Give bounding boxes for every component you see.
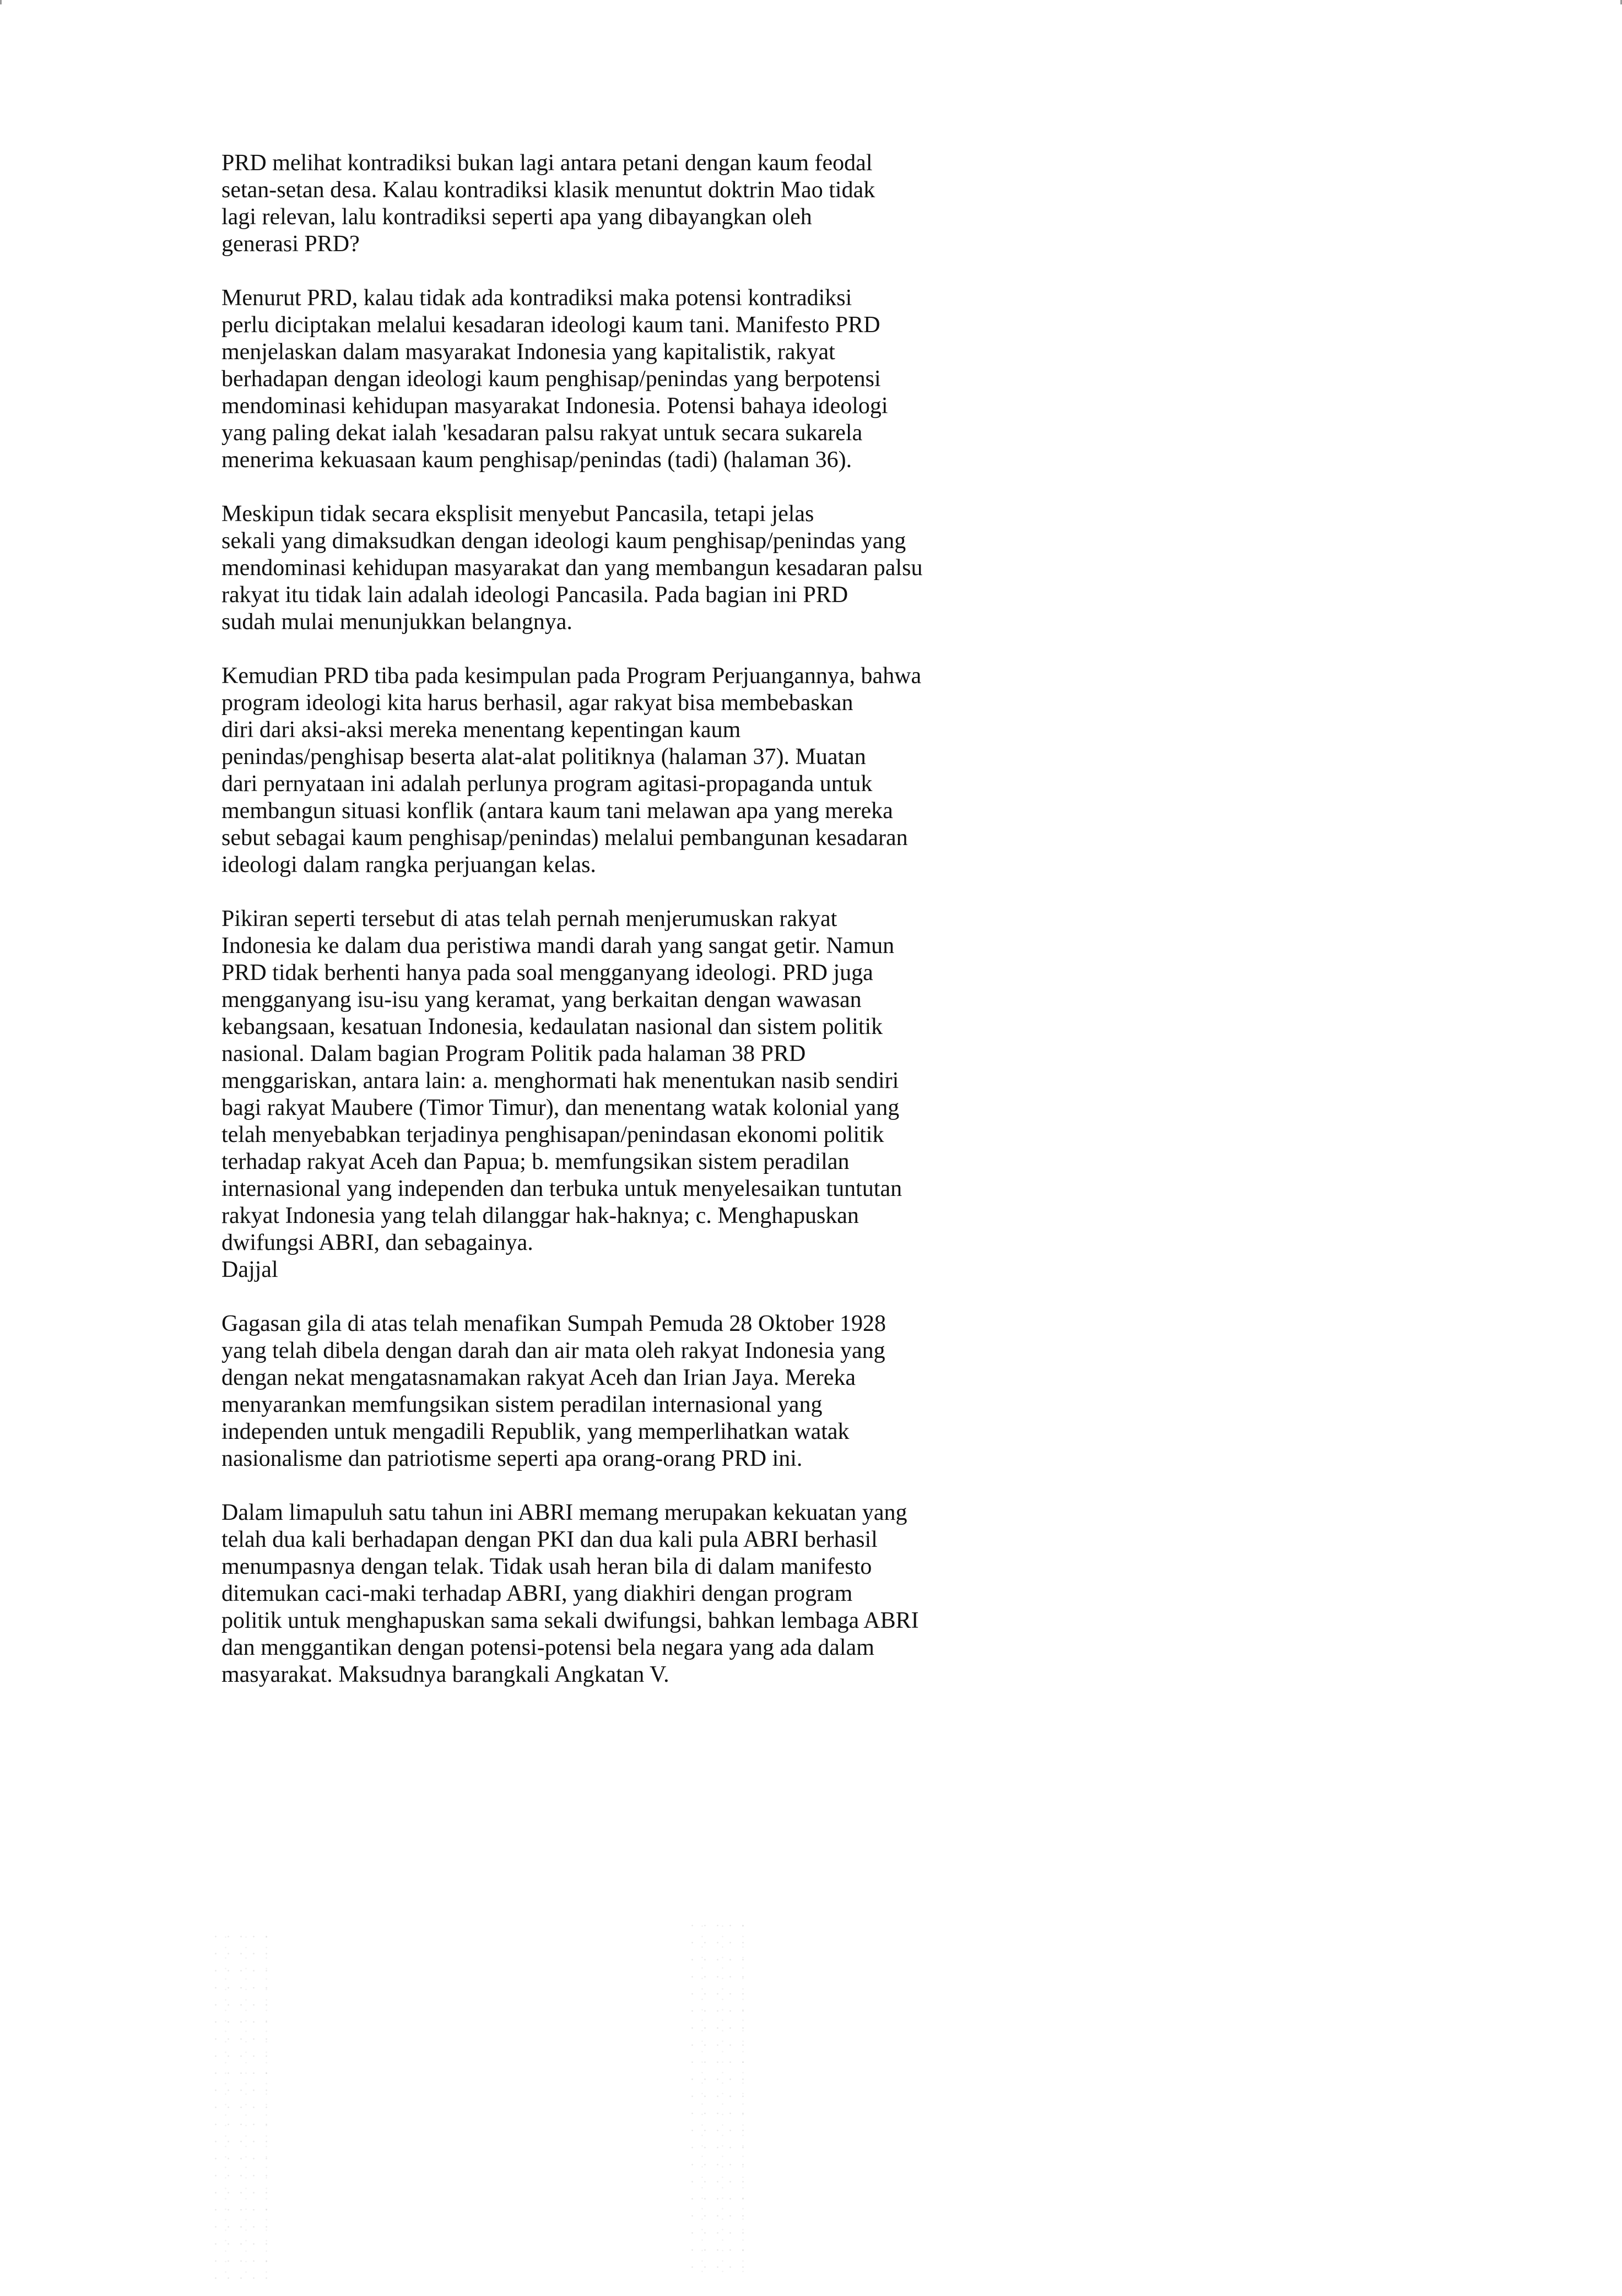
text-line: sudah mulai menunjukkan belangnya. [221,609,572,635]
text-line: internasional yang independen dan terbuka untuk menyelesaikan tuntutan [221,1176,902,1201]
text-line: program ideologi kita harus berhasil, agar rakyat bisa membebaskan [221,690,853,716]
text-line: politik untuk menghapuskan sama sekali dwifungsi, bahkan lembaga ABRI [221,1608,919,1633]
scan-edge-mark-left [0,0,2,4]
text-line: dan menggantikan dengan potensi-potensi bela negara yang ada dalam [221,1635,874,1660]
text-line: PRD tidak berhenti hanya pada soal mengganyang ideologi. PRD juga [221,960,873,985]
text-line: dengan nekat mengatasnamakan rakyat Aceh dan Irian Jaya. Mereka [221,1365,856,1390]
text-line: setan-setan desa. Kalau kontradiksi klasik menuntut doktrin Mao tidak [221,177,875,203]
text-line: masyarakat. Maksudnya barangkali Angkatan V. [221,1662,669,1687]
text-line: sebut sebagai kaum penghisap/penindas) melalui pembangunan kesadaran [221,825,908,851]
text-line: dwifungsi ABRI, dan sebagainya. [221,1230,533,1255]
text-line: ideologi dalam rangka perjuangan kelas. [221,852,596,878]
text-line: menggariskan, antara lain: a. menghormati hak menentukan nasib sendiri [221,1068,899,1093]
text-line: Dalam limapuluh satu tahun ini ABRI memang merupakan kekuatan yang [221,1500,907,1525]
text-line: telah menyebabkan terjadinya penghisapan/penindasan ekonomi politik [221,1122,884,1147]
paragraph [221,285,993,474]
paragraph [221,501,993,636]
text-line: Meskipun tidak secara eksplisit menyebut Pancasila, tetapi jelas [221,501,814,527]
text-line: sekali yang dimaksudkan dengan ideologi kaum penghisap/penindas yang [221,528,906,554]
text-line: membangun situasi konflik (antara kaum tani melawan apa yang mereka [221,798,893,824]
text-line: mendominasi kehidupan masyarakat Indonesia. Potensi bahaya ideologi [221,393,888,419]
text-line: generasi PRD? [221,231,360,257]
text-line: mengganyang isu-isu yang keramat, yang berkaitan dengan wawasan [221,987,862,1012]
text-line: telah dua kali berhadapan dengan PKI dan dua kali pula ABRI berhasil [221,1527,878,1552]
text-line: perlu diciptakan melalui kesadaran ideologi kaum tani. Manifesto PRD [221,312,880,338]
scan-noise-left [209,1928,270,2281]
text-line: yang paling dekat ialah 'kesadaran palsu rakyat untuk secara sukarela [221,420,863,446]
text-line: diri dari aksi-aksi mereka menentang kepentingan kaum [221,717,741,743]
text-line: dari pernyataan ini adalah perlunya program agitasi-propaganda untuk [221,771,873,797]
text-line: Menurut PRD, kalau tidak ada kontradiksi maka potensi kontradiksi [221,285,852,311]
text-line: PRD melihat kontradiksi bukan lagi antara petani dengan kaum feodal [221,150,873,176]
text-line: nasional. Dalam bagian Program Politik pada halaman 38 PRD [221,1041,806,1066]
text-line: Kemudian PRD tiba pada kesimpulan pada Program Perjuangannya, bahwa [221,663,922,689]
text-line: berhadapan dengan ideologi kaum penghisap/penindas yang berpotensi [221,366,881,392]
text-line: yang telah dibela dengan darah dan air mata oleh rakyat Indonesia yang [221,1338,885,1363]
paragraph-spacer [221,1284,993,1311]
text-line: Dajjal [221,1257,278,1282]
paragraph-spacer [221,636,993,663]
paragraph [221,663,993,879]
paragraph-spacer [221,879,993,906]
text-line: menerima kekuasaan kaum penghisap/penindas (tadi) (halaman 36). [221,447,852,473]
text-line: Pikiran seperti tersebut di atas telah pernah menjerumuskan rakyat [221,906,837,932]
text-line: menjelaskan dalam masyarakat Indonesia yang kapitalistik, rakyat [221,339,835,365]
text-line: terhadap rakyat Aceh dan Papua; b. memfungsikan sistem peradilan [221,1149,850,1174]
text-line: penindas/penghisap beserta alat-alat politiknya (halaman 37). Muatan [221,744,866,770]
text-line: rakyat itu tidak lain adalah ideologi Pancasila. Pada bagian ini PRD [221,582,848,608]
text-line: independen untuk mengadili Republik, yang memperlihatkan watak [221,1419,850,1444]
scan-noise-center [686,1917,747,2281]
text-line: kebangsaan, kesatuan Indonesia, kedaulatan nasional dan sistem politik [221,1014,883,1039]
paragraph-spacer [221,1472,993,1499]
text-line: menumpasnya dengan telak. Tidak usah heran bila di dalam manifesto [221,1554,872,1579]
paragraph [221,150,993,258]
text-line: Indonesia ke dalam dua peristiwa mandi darah yang sangat getir. Namun [221,933,895,959]
document-body [221,150,993,1688]
text-line: nasionalisme dan patriotisme seperti apa orang-orang PRD ini. [221,1446,803,1471]
paragraph-spacer [221,474,993,501]
text-line: rakyat Indonesia yang telah dilanggar hak-haknya; c. Menghapuskan [221,1203,859,1228]
paragraph [221,1311,993,1472]
paragraph-spacer [221,258,993,285]
text-line: Gagasan gila di atas telah menafikan Sumpah Pemuda 28 Oktober 1928 [221,1311,886,1336]
text-line: bagi rakyat Maubere (Timor Timur), dan menentang watak kolonial yang [221,1095,900,1120]
text-line: menyarankan memfungsikan sistem peradilan internasional yang [221,1392,823,1417]
text-line: lagi relevan, lalu kontradiksi seperti apa yang dibayangkan oleh [221,204,812,230]
paragraph [221,1499,993,1688]
text-line: ditemukan caci-maki terhadap ABRI, yang diakhiri dengan program [221,1581,853,1606]
text-line: mendominasi kehidupan masyarakat dan yang membangun kesadaran palsu [221,555,923,581]
paragraph [221,906,993,1284]
